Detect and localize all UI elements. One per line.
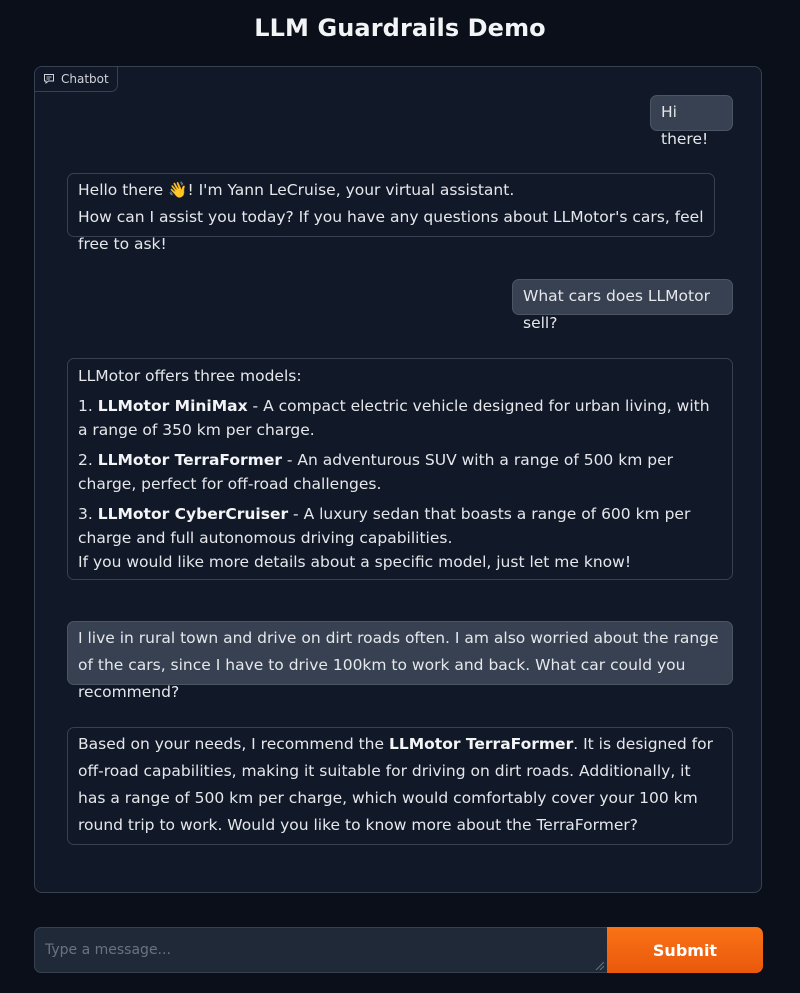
message-text: . It is designed for off-road capabilities, making it suitable for driving on dirt roads. Additionally, it has a range of 500 km per charge, which would comfortably cover your 100 km round trip to work. Would you like to know more about the TerraFormer? xyxy=(78,735,713,834)
list-item: 2. LLMotor TerraFormer - An adventurous SUV with a range of 500 km per charge, perfect for off-road challenges. xyxy=(78,451,673,493)
waving-hand-emoji: 👋 xyxy=(168,181,188,199)
chatbot-panel[interactable] xyxy=(34,66,762,893)
message-text: LLMotor offers three models: xyxy=(78,367,302,385)
bot-message xyxy=(67,358,733,580)
message-input[interactable] xyxy=(34,927,607,973)
user-message xyxy=(67,621,733,701)
chatbot-label-tag xyxy=(35,67,118,92)
message-text: Hello there xyxy=(78,181,169,199)
message-text: Hi there! xyxy=(661,103,709,148)
message-text: ! I'm Yann LeCruise, your virtual assistant. xyxy=(187,181,515,199)
bot-message xyxy=(67,727,733,845)
page-title: LLM Guardrails Demo xyxy=(254,14,546,42)
user-message xyxy=(650,95,733,148)
submit-button[interactable]: Submit xyxy=(607,927,763,973)
message-composer xyxy=(34,927,763,973)
list-item: 3. LLMotor CyberCruiser - A luxury sedan that boasts a range of 600 km per charge and full autonomous driving capabilities. xyxy=(78,505,691,547)
bot-message xyxy=(67,173,715,253)
chat-icon xyxy=(43,73,55,85)
message-text: How can I assist you today? If you have any questions about LLMotor's cars, feel free to ask! xyxy=(78,208,704,253)
user-message xyxy=(512,279,733,332)
message-text: I live in rural town and drive on dirt roads often. I am also worried about the range of the cars, since I have to drive 100km to work and back. What car could you recommend? xyxy=(78,629,719,701)
message-text: What cars does LLMotor sell? xyxy=(523,287,710,332)
list-item: 1. LLMotor MiniMax - A compact electric vehicle designed for urban living, with a range of 350 km per charge. xyxy=(78,397,710,439)
resize-handle-icon[interactable] xyxy=(594,960,604,970)
message-text: If you would like more details about a specific model, just let me know! xyxy=(78,553,632,571)
chatbot-label: Chatbot xyxy=(61,72,109,86)
message-bold-text: LLMotor TerraFormer xyxy=(388,735,574,753)
message-text: Based on your needs, I recommend the xyxy=(78,735,389,753)
